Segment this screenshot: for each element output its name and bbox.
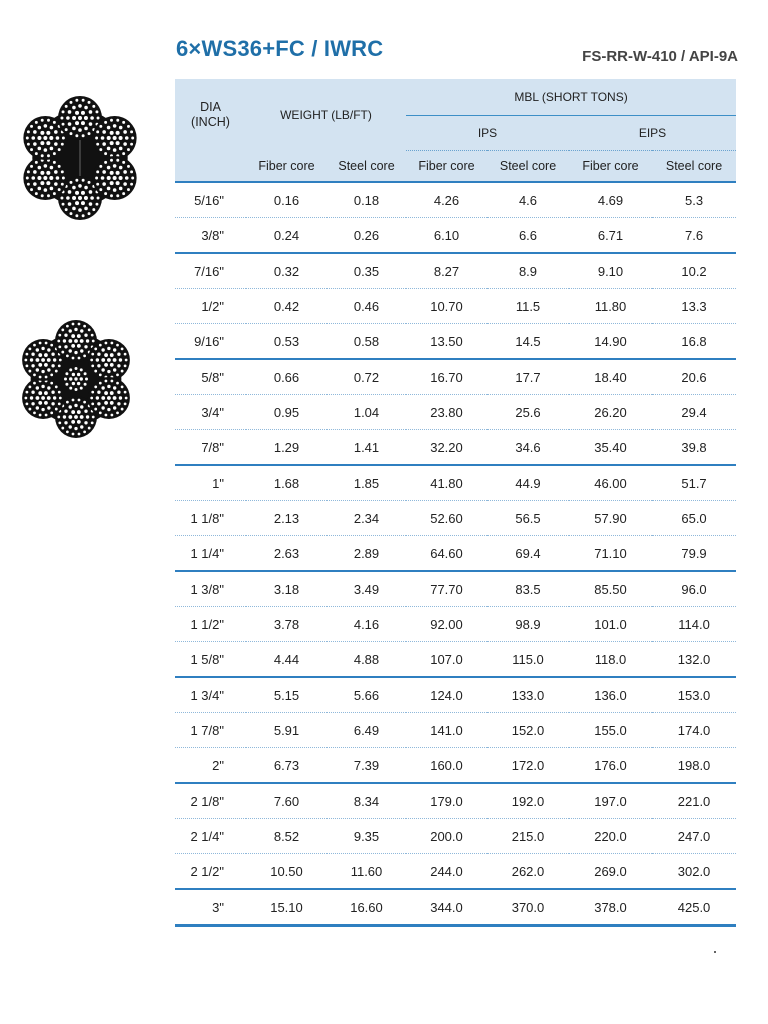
dia-cell: 1/2": [175, 289, 246, 324]
value-cell: 0.26: [327, 218, 406, 254]
table-row: [175, 783, 736, 819]
value-cell: 83.5: [487, 571, 569, 607]
value-cell: 344.0: [406, 889, 487, 926]
eips-header: EIPS: [569, 116, 736, 151]
value-cell: 425.0: [652, 889, 736, 926]
value-cell: 8.34: [327, 783, 406, 819]
value-cell: 6.10: [406, 218, 487, 254]
table-row: [175, 465, 736, 501]
value-cell: 20.6: [652, 359, 736, 395]
value-cell: 155.0: [569, 713, 652, 748]
value-cell: 6.73: [246, 748, 327, 784]
value-cell: 8.9: [487, 253, 569, 289]
value-cell: 98.9: [487, 607, 569, 642]
table-row: [175, 677, 736, 713]
table-row: [175, 819, 736, 854]
value-cell: 6.71: [569, 218, 652, 254]
value-cell: 0.35: [327, 253, 406, 289]
rope-cross-section-fiber-core-icon: [15, 72, 145, 244]
dia-cell: 2 1/8": [175, 783, 246, 819]
value-cell: 85.50: [569, 571, 652, 607]
value-cell: 35.40: [569, 430, 652, 466]
table-row: [175, 289, 736, 324]
value-cell: 52.60: [406, 501, 487, 536]
value-cell: 71.10: [569, 536, 652, 572]
page-title: 6×WS36+FC / IWRC: [176, 36, 384, 61]
value-cell: 152.0: [487, 713, 569, 748]
value-cell: 269.0: [569, 854, 652, 890]
dia-subheader-spacer: [175, 151, 246, 183]
value-cell: 107.0: [406, 642, 487, 678]
dia-cell: 2": [175, 748, 246, 784]
dia-cell: 5/16": [175, 182, 246, 218]
value-cell: 160.0: [406, 748, 487, 784]
value-cell: 124.0: [406, 677, 487, 713]
dia-cell: 2 1/4": [175, 819, 246, 854]
value-cell: 302.0: [652, 854, 736, 890]
dia-cell: 1 7/8": [175, 713, 246, 748]
value-cell: 9.35: [327, 819, 406, 854]
dia-cell: 3/8": [175, 218, 246, 254]
value-cell: 200.0: [406, 819, 487, 854]
value-cell: 15.10: [246, 889, 327, 926]
value-cell: 41.80: [406, 465, 487, 501]
value-cell: 2.34: [327, 501, 406, 536]
value-cell: 0.58: [327, 324, 406, 360]
value-cell: 4.6: [487, 182, 569, 218]
dia-cell: 1 3/4": [175, 677, 246, 713]
value-cell: 4.16: [327, 607, 406, 642]
weight-header: WEIGHT (LB/FT): [246, 79, 406, 151]
value-cell: 133.0: [487, 677, 569, 713]
value-cell: 244.0: [406, 854, 487, 890]
value-cell: 0.46: [327, 289, 406, 324]
table-row: [175, 430, 736, 466]
value-cell: 11.5: [487, 289, 569, 324]
value-cell: 176.0: [569, 748, 652, 784]
value-cell: 92.00: [406, 607, 487, 642]
value-cell: 25.6: [487, 395, 569, 430]
value-cell: 247.0: [652, 819, 736, 854]
value-cell: 65.0: [652, 501, 736, 536]
dia-cell: 1 1/2": [175, 607, 246, 642]
value-cell: 4.44: [246, 642, 327, 678]
value-cell: 136.0: [569, 677, 652, 713]
value-cell: 174.0: [652, 713, 736, 748]
value-cell: 114.0: [652, 607, 736, 642]
table-row: [175, 253, 736, 289]
value-cell: 10.50: [246, 854, 327, 890]
table-row: [175, 395, 736, 430]
value-cell: 0.66: [246, 359, 327, 395]
value-cell: 3.78: [246, 607, 327, 642]
value-cell: 56.5: [487, 501, 569, 536]
standard-reference: FS-RR-W-410 / API-9A: [582, 48, 738, 65]
value-cell: 51.7: [652, 465, 736, 501]
value-cell: 2.89: [327, 536, 406, 572]
value-cell: 11.60: [327, 854, 406, 890]
subheader-fiber-core: Fiber core: [406, 151, 487, 183]
value-cell: 57.90: [569, 501, 652, 536]
value-cell: 378.0: [569, 889, 652, 926]
rope-cross-section-steel-core-icon: [15, 296, 137, 462]
value-cell: 115.0: [487, 642, 569, 678]
subheader-fiber-core: Fiber core: [569, 151, 652, 183]
value-cell: 13.3: [652, 289, 736, 324]
value-cell: 46.00: [569, 465, 652, 501]
value-cell: 5.91: [246, 713, 327, 748]
value-cell: 198.0: [652, 748, 736, 784]
value-cell: 3.18: [246, 571, 327, 607]
dia-cell: 7/8": [175, 430, 246, 466]
value-cell: 220.0: [569, 819, 652, 854]
table-row: [175, 501, 736, 536]
value-cell: 192.0: [487, 783, 569, 819]
value-cell: 153.0: [652, 677, 736, 713]
value-cell: 26.20: [569, 395, 652, 430]
value-cell: 141.0: [406, 713, 487, 748]
value-cell: 69.4: [487, 536, 569, 572]
subheader-steel-core: Steel core: [487, 151, 569, 183]
table-row: [175, 748, 736, 784]
subheader-steel-core: Steel core: [652, 151, 736, 183]
value-cell: 23.80: [406, 395, 487, 430]
value-cell: 4.26: [406, 182, 487, 218]
dia-cell: 1": [175, 465, 246, 501]
value-cell: 5.66: [327, 677, 406, 713]
value-cell: 221.0: [652, 783, 736, 819]
value-cell: 77.70: [406, 571, 487, 607]
value-cell: 5.3: [652, 182, 736, 218]
table-row: [175, 713, 736, 748]
dia-cell: 2 1/2": [175, 854, 246, 890]
value-cell: 29.4: [652, 395, 736, 430]
value-cell: 0.18: [327, 182, 406, 218]
value-cell: 5.15: [246, 677, 327, 713]
value-cell: 132.0: [652, 642, 736, 678]
table-row: [175, 324, 736, 360]
value-cell: 262.0: [487, 854, 569, 890]
table-body: [175, 182, 736, 926]
value-cell: 3.49: [327, 571, 406, 607]
stray-mark: [714, 951, 716, 953]
value-cell: 2.13: [246, 501, 327, 536]
dia-cell: 1 1/8": [175, 501, 246, 536]
table-row: [175, 359, 736, 395]
subheader-fiber-core: Fiber core: [246, 151, 327, 183]
table-row: [175, 854, 736, 890]
value-cell: 14.90: [569, 324, 652, 360]
value-cell: 118.0: [569, 642, 652, 678]
value-cell: 18.40: [569, 359, 652, 395]
value-cell: 0.16: [246, 182, 327, 218]
rope-spec-table: [175, 79, 736, 927]
value-cell: 9.10: [569, 253, 652, 289]
value-cell: 197.0: [569, 783, 652, 819]
value-cell: 0.53: [246, 324, 327, 360]
value-cell: 101.0: [569, 607, 652, 642]
value-cell: 2.63: [246, 536, 327, 572]
table-row: [175, 182, 736, 218]
value-cell: 1.85: [327, 465, 406, 501]
table-row: [175, 571, 736, 607]
dia-cell: 9/16": [175, 324, 246, 360]
value-cell: 1.04: [327, 395, 406, 430]
value-cell: 16.70: [406, 359, 487, 395]
value-cell: 4.88: [327, 642, 406, 678]
dia-cell: 1 3/8": [175, 571, 246, 607]
value-cell: 6.49: [327, 713, 406, 748]
value-cell: 8.27: [406, 253, 487, 289]
value-cell: 64.60: [406, 536, 487, 572]
value-cell: 7.60: [246, 783, 327, 819]
value-cell: 370.0: [487, 889, 569, 926]
value-cell: 39.8: [652, 430, 736, 466]
value-cell: 7.6: [652, 218, 736, 254]
value-cell: 8.52: [246, 819, 327, 854]
value-cell: 1.29: [246, 430, 327, 466]
dia-cell: 3/4": [175, 395, 246, 430]
value-cell: 14.5: [487, 324, 569, 360]
dia-cell: 3": [175, 889, 246, 926]
value-cell: 10.2: [652, 253, 736, 289]
value-cell: 7.39: [327, 748, 406, 784]
dia-cell: 7/16": [175, 253, 246, 289]
value-cell: 0.42: [246, 289, 327, 324]
value-cell: 179.0: [406, 783, 487, 819]
value-cell: 34.6: [487, 430, 569, 466]
value-cell: 11.80: [569, 289, 652, 324]
table-row: [175, 218, 736, 254]
value-cell: 215.0: [487, 819, 569, 854]
dia-cell: 1 5/8": [175, 642, 246, 678]
value-cell: 44.9: [487, 465, 569, 501]
table-row: [175, 889, 736, 926]
dia-cell: 5/8": [175, 359, 246, 395]
value-cell: 1.68: [246, 465, 327, 501]
value-cell: 0.32: [246, 253, 327, 289]
value-cell: 79.9: [652, 536, 736, 572]
dia-header: DIA (INCH): [175, 79, 246, 151]
value-cell: 32.20: [406, 430, 487, 466]
table-row: [175, 607, 736, 642]
value-cell: 1.41: [327, 430, 406, 466]
mbl-header: MBL (SHORT TONS): [406, 79, 736, 116]
value-cell: 13.50: [406, 324, 487, 360]
subheader-steel-core: Steel core: [327, 151, 406, 183]
value-cell: 0.24: [246, 218, 327, 254]
value-cell: 17.7: [487, 359, 569, 395]
value-cell: 10.70: [406, 289, 487, 324]
value-cell: 6.6: [487, 218, 569, 254]
table-row: [175, 536, 736, 572]
value-cell: 16.60: [327, 889, 406, 926]
value-cell: 4.69: [569, 182, 652, 218]
value-cell: 96.0: [652, 571, 736, 607]
value-cell: 0.72: [327, 359, 406, 395]
table-row: [175, 642, 736, 678]
value-cell: 172.0: [487, 748, 569, 784]
value-cell: 16.8: [652, 324, 736, 360]
value-cell: 0.95: [246, 395, 327, 430]
ips-header: IPS: [406, 116, 569, 151]
dia-cell: 1 1/4": [175, 536, 246, 572]
